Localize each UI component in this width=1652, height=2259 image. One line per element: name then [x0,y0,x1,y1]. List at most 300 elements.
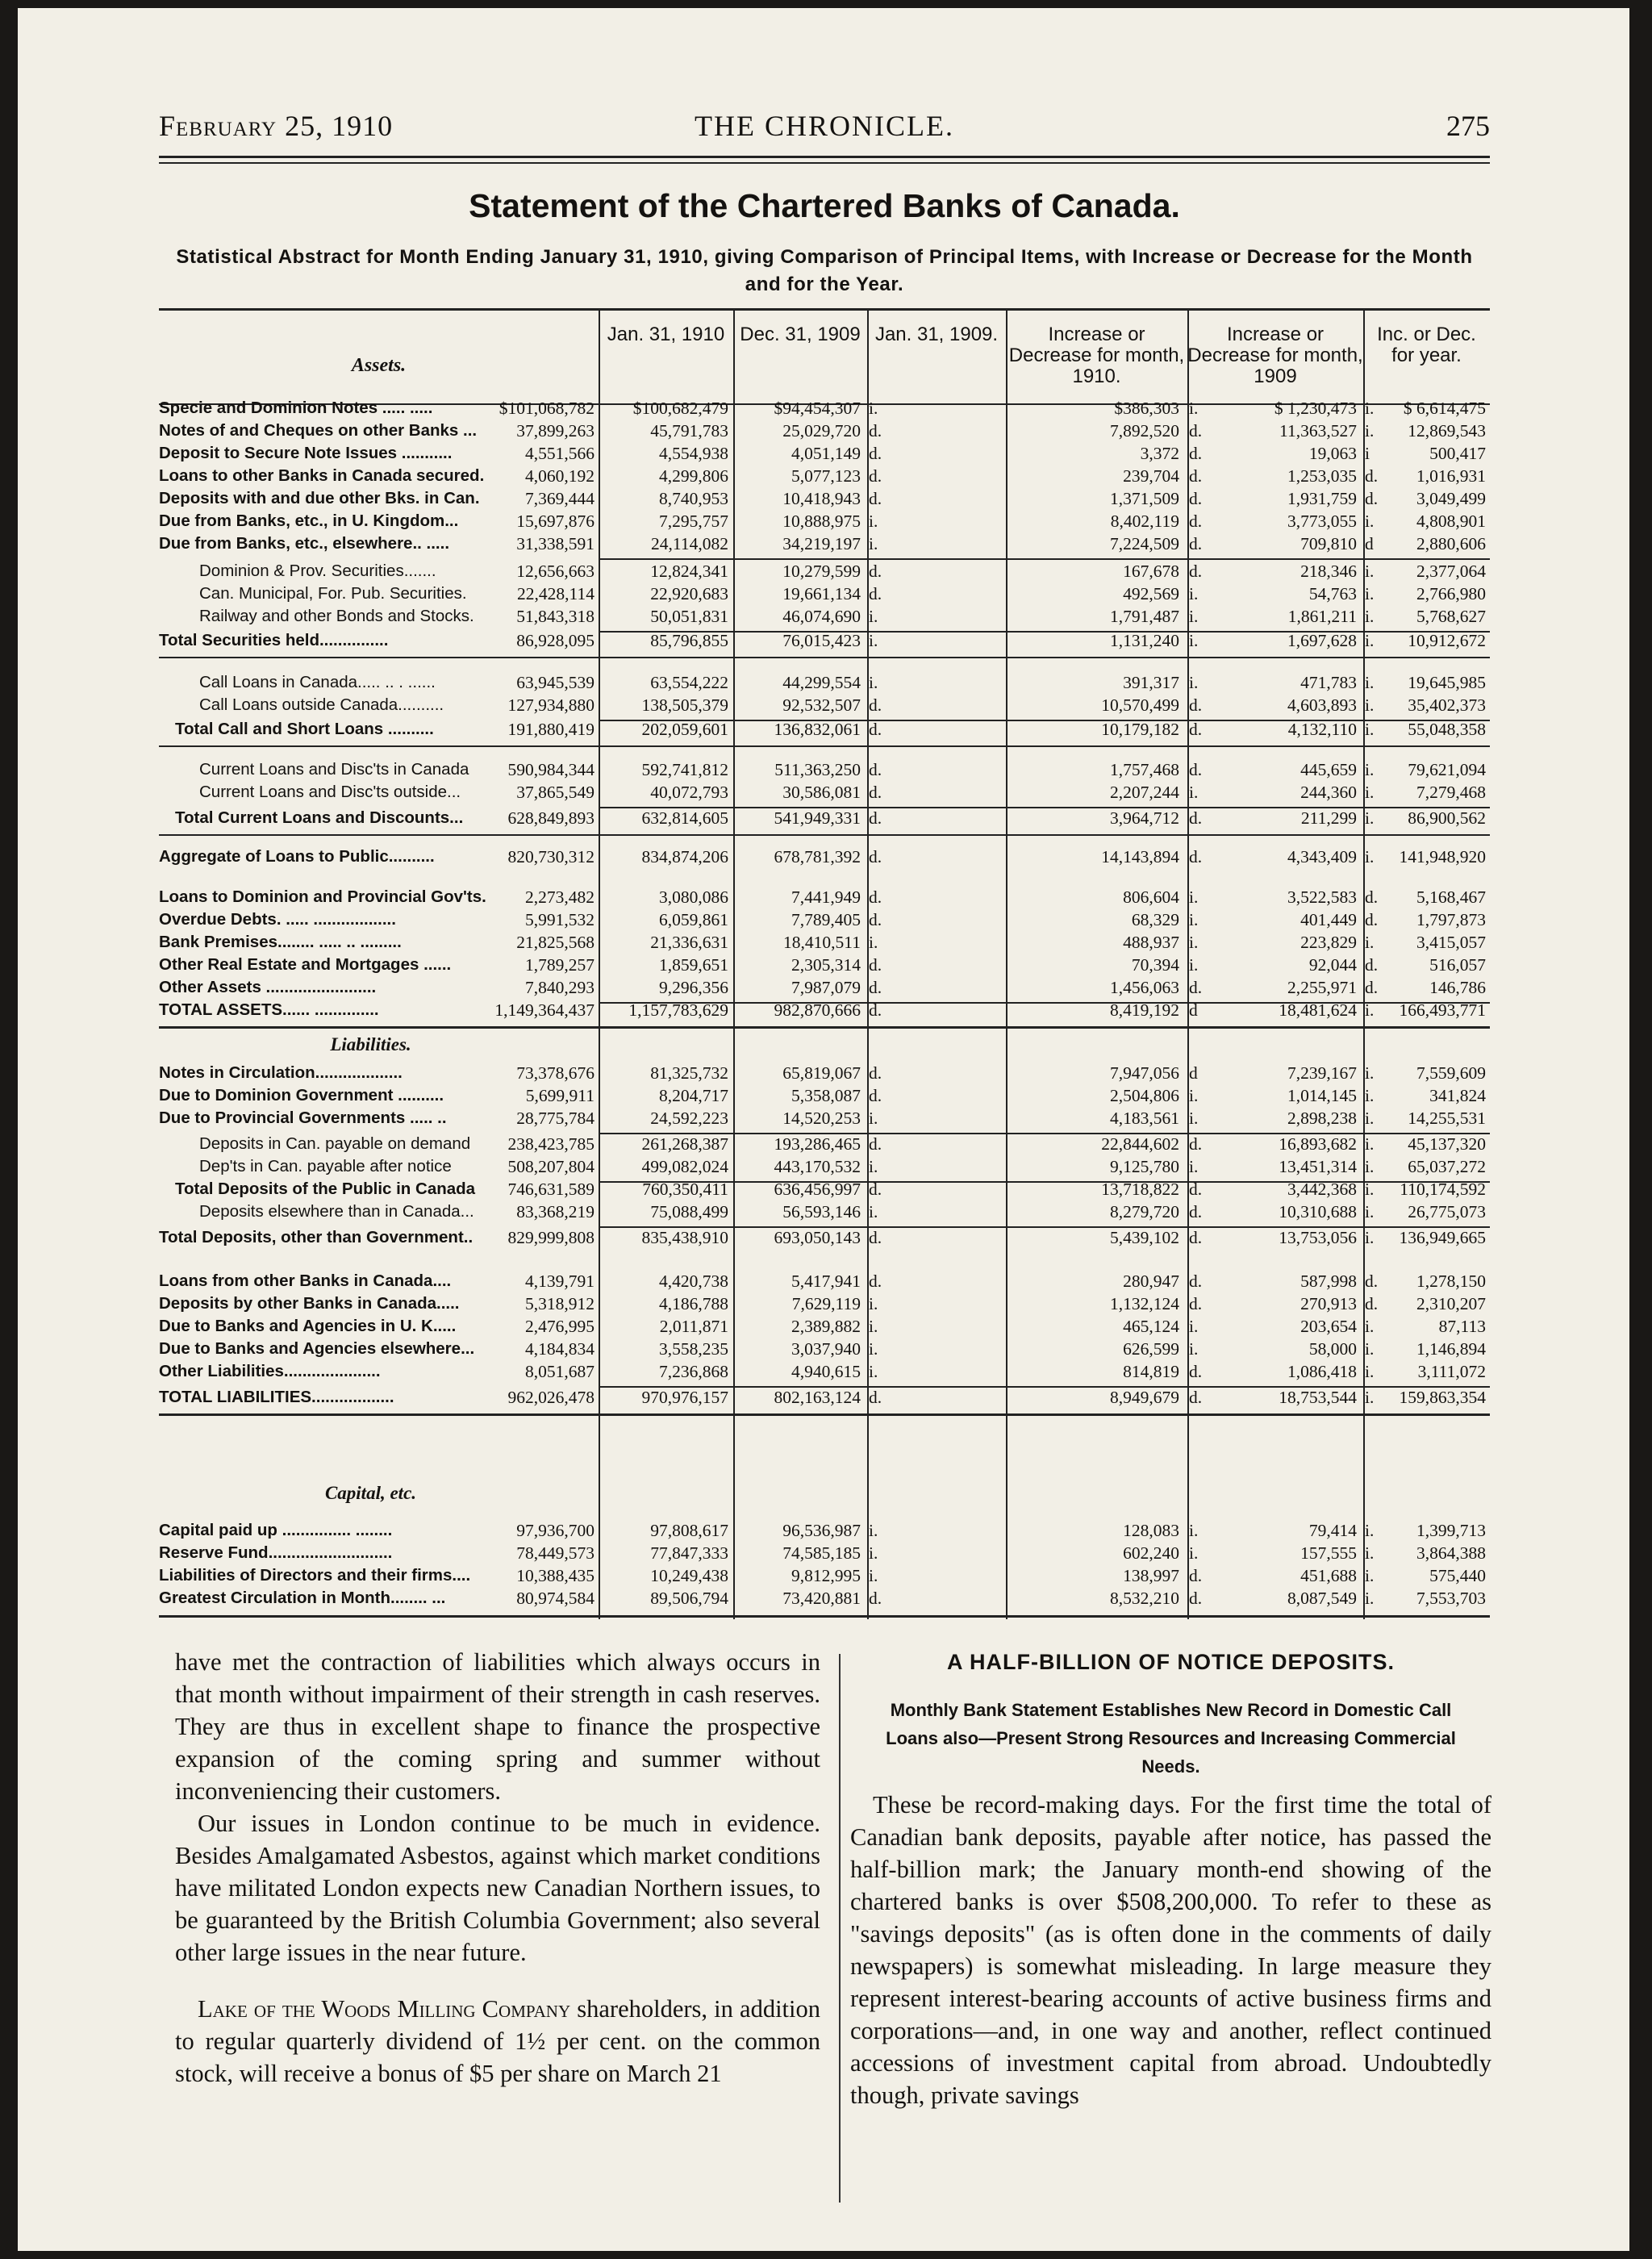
row-rule [159,1413,1490,1416]
indicator-month-1909: i. [1189,887,1199,907]
value-dec-1909: 8,204,717 [659,1086,728,1105]
value-dec-1909: 81,325,732 [650,1063,728,1083]
value-change-month-1910: 8,402,119 [1110,512,1179,531]
row-label: Total Deposits, other than Government.. [159,1228,473,1246]
value-dec-1909: 4,186,788 [659,1294,728,1313]
value-change-year: 2,377,064 [1416,562,1486,581]
row-label: Notes of and Cheques on other Banks ... [159,421,478,440]
value-dec-1909: 3,080,086 [659,887,728,907]
column-divider [839,1654,841,2203]
indicator-month-1910: d. [869,421,882,441]
value-change-month-1910: 2,504,806 [1110,1086,1179,1105]
indicator-year: i. [1365,673,1375,692]
article-paragraph: These be record-making days. For the first time the total of Canadian bank deposits, payable after notice, has passed the half-billion mark; the January month-end showing of the chartered banks is over $508,200,000. To refer to these as "savings deposits" (as is often done in the comments of daily newspapers) is somewhat misleading. In large measure they represent interest-bearing accounts of active business firms and corporations—and, in one way and another, reflect continued accessions of investment capital from abroad. Undoubtedly though, private savings [850,1791,1491,2109]
subtotal-rule [159,745,1490,747]
indicator-month-1910: d. [869,720,882,739]
value-change-month-1910: 488,937 [1123,933,1179,952]
value-jan-1909: 3,037,940 [791,1339,861,1359]
value-change-month-1910: 465,124 [1123,1317,1179,1336]
value-change-month-1909: 1,697,628 [1287,631,1357,650]
value-jan-1909: 34,219,197 [782,534,861,553]
value-change-month-1910: 239,704 [1123,466,1179,486]
value-dec-1909: 834,874,206 [641,847,728,866]
value-dec-1909: 40,072,793 [650,783,728,802]
value-jan-1910: 5,991,532 [525,910,594,929]
row-label: TOTAL ASSETS...... .............. [159,1000,379,1019]
value-dec-1909: 138,505,379 [641,695,728,715]
value-change-month-1909: 54,763 [1308,584,1357,603]
indicator-month-1909: d. [1189,562,1203,581]
value-change-month-1909: 244,360 [1300,783,1357,802]
value-jan-1910: 628,849,893 [507,808,594,828]
table-row [159,887,1490,910]
row-label: Can. Municipal, For. Pub. Securities. [199,584,467,603]
indicator-month-1909: i. [1189,584,1199,603]
value-change-month-1910: 280,947 [1123,1271,1179,1291]
value-dec-1909: 970,976,157 [641,1388,728,1407]
value-jan-1909: 96,536,987 [782,1521,861,1540]
value-change-month-1909: 4,603,893 [1287,695,1357,715]
value-dec-1909: 2,011,871 [659,1317,728,1336]
indicator-year: i. [1365,421,1375,441]
value-dec-1909: 7,295,757 [659,512,728,531]
value-change-month-1910: 7,224,509 [1110,534,1179,553]
statement-subtitle: Statistical Abstract for Month Ending January 31, 1910, giving Comparison of Principal Items, with Increase or Decrease for the Month and for the Year. [176,246,1473,295]
value-change-month-1909: 270,913 [1300,1294,1357,1313]
indicator-month-1909: d. [1189,978,1203,997]
value-jan-1909: 693,050,143 [774,1228,861,1247]
indicator-month-1909: i. [1189,673,1199,692]
table-row [159,399,1490,421]
table-top-rule [159,308,1490,311]
indicator-month-1910: i. [869,607,878,626]
row-label: Deposits elsewhere than in Canada... [199,1202,474,1221]
indicator-month-1910: i. [869,933,878,952]
publication-name: THE CHRONICLE. [695,110,954,142]
indicator-month-1909: d. [1189,847,1203,866]
value-change-month-1910: 5,439,102 [1110,1228,1179,1247]
table-row [159,1109,1490,1131]
value-jan-1909: 92,532,507 [782,695,861,715]
indicator-year: i. [1365,1521,1375,1540]
indicator-month-1910: d. [869,978,882,997]
indicator-month-1909: i. [1189,607,1199,626]
column-head-dec1909: Dec. 31, 1909 [740,324,861,345]
value-jan-1909: 5,358,087 [791,1086,861,1105]
column-head-label: Assets. [351,355,407,376]
value-change-month-1909: 19,063 [1308,444,1357,463]
value-dec-1909: 24,114,082 [651,534,728,553]
value-change-month-1909: 1,253,035 [1287,466,1357,486]
value-change-year: 1,146,894 [1416,1339,1486,1359]
value-jan-1909: 9,812,995 [791,1566,861,1585]
table-bottom-rule [159,1615,1490,1618]
value-dec-1909: $100,682,479 [632,399,728,418]
value-change-year: 2,766,980 [1416,584,1486,603]
indicator-year: i. [1365,1063,1375,1083]
value-jan-1910: 127,934,880 [507,695,594,715]
row-label: TOTAL LIABILITIES.................. [159,1388,394,1406]
value-change-year: 26,775,073 [1408,1202,1486,1221]
row-label: Due to Dominion Government .......... [159,1086,444,1104]
row-label: Deposit to Secure Note Issues ........... [159,444,453,462]
value-jan-1910: 7,840,293 [525,978,594,997]
value-change-month-1909: 211,299 [1300,808,1357,828]
value-change-year: 3,864,388 [1416,1543,1486,1563]
indicator-year: i. [1365,512,1375,531]
table-row [159,1388,1490,1410]
value-change-month-1909: 3,442,368 [1287,1180,1357,1199]
indicator-month-1910: d. [869,1000,882,1020]
value-jan-1910: 191,880,419 [507,720,594,739]
table-row [159,1086,1490,1109]
value-change-month-1909: 471,783 [1300,673,1357,692]
value-change-year: 3,111,072 [1417,1362,1486,1381]
value-jan-1909: 56,593,146 [782,1202,861,1221]
value-dec-1909: 592,741,812 [641,760,728,779]
value-jan-1910: 2,476,995 [525,1317,594,1336]
value-change-month-1910: 14,143,894 [1101,847,1179,866]
indicator-month-1909: i. [1189,1521,1199,1540]
value-change-year: 86,900,562 [1408,808,1486,828]
value-change-month-1909: 223,829 [1300,933,1357,952]
indicator-month-1910: d. [869,1271,882,1291]
value-jan-1910: 63,945,539 [516,673,594,692]
row-label: Railway and other Bonds and Stocks. [199,607,474,625]
value-jan-1909: 511,363,250 [774,760,861,779]
issue-date: February 25, 1910 [159,110,394,142]
table-row [159,607,1490,629]
indicator-month-1910: d. [869,562,882,581]
table-row [159,1157,1490,1180]
indicator-month-1910: i. [869,534,878,553]
table-row [159,534,1490,557]
indicator-month-1909: d. [1189,760,1203,779]
column-head-jan1910: Jan. 31, 1910 [607,324,725,345]
indicator-month-1909: i. [1189,910,1199,929]
value-jan-1909: 5,077,123 [791,466,861,486]
indicator-year: i. [1365,607,1375,626]
value-jan-1909: 7,441,949 [791,887,861,907]
row-label: Total Call and Short Loans .......... [175,720,434,738]
indicator-year: i. [1365,808,1375,828]
value-jan-1910: 78,449,573 [516,1543,594,1563]
value-jan-1910: $101,068,782 [499,399,594,418]
value-change-month-1910: 4,183,561 [1110,1109,1179,1128]
table-row [159,783,1490,805]
row-label: Overdue Debts. ..... .................. [159,910,396,929]
indicator-month-1909: i. [1189,1157,1199,1176]
indicator-year: i. [1365,399,1375,418]
article-right-column [850,1646,1491,2111]
indicator-month-1910: i. [869,673,878,692]
indicator-month-1909: d. [1189,1388,1203,1407]
table-row [159,1589,1490,1611]
value-change-year: 87,113 [1438,1317,1486,1336]
table-row [159,562,1490,584]
value-change-month-1909: 3,522,583 [1287,887,1357,907]
indicator-month-1909: d. [1189,421,1203,441]
value-change-month-1910: 814,819 [1123,1362,1179,1381]
value-change-month-1910: 1,371,509 [1110,489,1179,508]
value-dec-1909: 22,920,683 [650,584,728,603]
indicator-month-1909: d. [1189,1589,1203,1608]
indicator-year: i. [1365,695,1375,715]
indicator-month-1909: d. [1189,1180,1203,1199]
row-label: Loans from other Banks in Canada.... [159,1271,452,1290]
value-dec-1909: 6,059,861 [659,910,728,929]
indicator-year: i. [1365,933,1375,952]
value-change-month-1909: 92,044 [1308,955,1357,975]
value-change-month-1910: 22,844,602 [1101,1134,1179,1154]
value-jan-1910: 31,338,591 [516,534,594,553]
value-change-year: 5,768,627 [1416,607,1486,626]
indicator-month-1910: i. [869,1317,878,1336]
row-label: Deposits with and due other Bks. in Can. [159,489,480,507]
value-change-month-1910: 806,604 [1123,887,1179,907]
value-dec-1909: 21,336,631 [650,933,728,952]
indicator-month-1909: d. [1189,1294,1203,1313]
header-rule-thin [159,162,1490,164]
article-paragraph: have met the contraction of liabilities which always occurs in that month without impairment of their strength in cash reserves. They are thus in excellent shape to finance the prospective expansion of the coming spring and summer without inconveniencing their customers. [175,1648,820,1805]
indicator-year: d. [1365,978,1379,997]
row-label: Due to Banks and Agencies elsewhere... [159,1339,475,1358]
subtotal-rule [159,657,1490,658]
indicator-year: i. [1365,1228,1375,1247]
row-label: Due to Provincial Governments ..... .. [159,1109,447,1127]
value-change-year: 146,786 [1429,978,1486,997]
value-change-month-1910: 1,456,063 [1110,978,1179,997]
value-change-month-1909: 451,688 [1300,1566,1357,1585]
indicator-month-1910: d. [869,1388,882,1407]
row-label: Due from Banks, etc., in U. Kingdom... [159,512,459,530]
indicator-year: d. [1365,910,1379,929]
value-dec-1909: 4,554,938 [659,444,728,463]
row-label: Deposits in Can. payable on demand [199,1134,471,1153]
value-change-month-1909: 218,346 [1300,562,1357,581]
value-change-month-1910: $386,303 [1114,399,1179,418]
value-change-month-1909: 16,893,682 [1279,1134,1357,1154]
indicator-month-1910: i. [869,1294,878,1313]
value-jan-1910: 4,060,192 [525,466,594,486]
value-change-month-1910: 128,083 [1123,1521,1179,1540]
value-jan-1910: 37,865,549 [516,783,594,802]
value-jan-1909: 19,661,134 [782,584,861,603]
value-change-month-1910: 13,718,822 [1101,1180,1179,1199]
value-change-year: 159,863,354 [1399,1388,1486,1407]
table-row [159,760,1490,783]
table-row [159,1180,1490,1202]
indicator-month-1910: d. [869,1228,882,1247]
value-change-month-1910: 626,599 [1123,1339,1179,1359]
indicator-month-1910: i. [869,631,878,650]
value-dec-1909: 499,082,024 [641,1157,728,1176]
row-label: Bank Premises........ ..... .. ......... [159,933,402,951]
value-change-month-1910: 7,947,056 [1110,1063,1179,1083]
value-change-year: 1,016,931 [1416,466,1486,486]
indicator-year: i. [1365,760,1375,779]
value-change-month-1909: 401,449 [1300,910,1357,929]
table-row [159,466,1490,489]
value-jan-1910: 962,026,478 [507,1388,594,1407]
value-change-month-1910: 10,179,182 [1101,720,1179,739]
value-change-month-1910: 2,207,244 [1110,783,1179,802]
value-change-month-1909: 3,773,055 [1287,512,1357,531]
value-change-month-1909: 2,255,971 [1287,978,1357,997]
value-jan-1909: 2,305,314 [791,955,861,975]
section-head-liabilities: Liabilities. [330,1034,411,1054]
indicator-month-1909: d. [1189,1566,1203,1585]
indicator-year: i. [1365,783,1375,802]
value-dec-1909: 97,808,617 [650,1521,728,1540]
value-change-month-1910: 7,892,520 [1110,421,1179,441]
row-label: Capital paid up ............... ........ [159,1521,393,1539]
table-row [159,1271,1490,1294]
value-dec-1909: 1,157,783,629 [628,1000,728,1020]
row-label: Aggregate of Loans to Public.......... [159,847,435,866]
value-jan-1910: 22,428,114 [517,584,594,603]
value-change-year: 10,912,672 [1408,631,1486,650]
value-jan-1909: 636,456,997 [774,1180,861,1199]
table-row [159,978,1490,1000]
indicator-month-1909: d. [1189,444,1203,463]
value-dec-1909: 4,299,806 [659,466,728,486]
value-change-month-1910: 167,678 [1123,562,1179,581]
value-jan-1910: 829,999,808 [507,1228,594,1247]
value-change-year: 7,559,609 [1416,1063,1486,1083]
indicator-month-1910: i. [869,1157,878,1176]
table-row [159,1362,1490,1384]
value-change-month-1910: 1,757,468 [1110,760,1179,779]
indicator-month-1910: d. [869,808,882,828]
value-change-year: 1,797,873 [1416,910,1486,929]
indicator-year: i. [1365,584,1375,603]
value-jan-1910: 83,368,219 [516,1202,594,1221]
article-paragraph [175,1993,820,2090]
indicator-month-1910: d. [869,760,882,779]
value-change-year: 136,949,665 [1399,1228,1486,1247]
value-jan-1909: 44,299,554 [782,673,861,692]
value-jan-1909: 76,015,423 [782,631,861,650]
indicator-month-1909: d. [1189,695,1203,715]
value-change-year: 7,553,703 [1416,1589,1486,1608]
indicator-month-1910: d. [869,1063,882,1083]
article-text: shareholders, in addition to regular quarterly dividend of 1½ per cent. on the common stock, will receive a bonus of $5 per share on March 21 [175,1995,821,2087]
value-change-month-1910: 492,569 [1123,584,1179,603]
value-change-month-1910: 602,240 [1123,1543,1179,1563]
indicator-month-1910: d. [869,783,882,802]
article-paragraph: Our issues in London continue to be much in evidence. Besides Amalgamated Asbestos, against which market conditions have militated London expects new Canadian Northern issues, to be guaranteed by the British Columbia Government; also several other large issues in the near future. [175,1810,820,1966]
indicator-year: i. [1365,1000,1375,1020]
value-jan-1909: 30,586,081 [782,783,861,802]
table-row [159,1000,1490,1023]
indicator-month-1909: d [1189,1000,1198,1020]
indicator-month-1909: d. [1189,466,1203,486]
indicator-month-1910: d. [869,695,882,715]
row-label: Due from Banks, etc., elsewhere.. ..... [159,534,450,553]
indicator-month-1909: i. [1189,1317,1199,1336]
value-change-month-1909: 7,239,167 [1287,1063,1357,1083]
value-jan-1909: 678,781,392 [774,847,861,866]
value-change-year: 3,415,057 [1416,933,1486,952]
value-dec-1909: 63,554,222 [650,673,728,692]
value-change-year: $ 6,614,475 [1403,399,1486,418]
value-jan-1909: 4,940,615 [791,1362,861,1381]
value-change-year: 5,168,467 [1416,887,1486,907]
row-label: Call Loans outside Canada.......... [199,695,444,714]
value-jan-1909: 7,629,119 [791,1294,861,1313]
table-row [159,933,1490,955]
value-jan-1909: 802,163,124 [774,1388,861,1407]
row-label: Total Deposits of the Public in Canada [175,1180,476,1198]
value-jan-1910: 4,551,566 [525,444,594,463]
value-change-month-1909: 18,753,544 [1279,1388,1357,1407]
statement-title: Statement of the Chartered Banks of Canada. [469,187,1180,224]
table-row [159,584,1490,607]
value-jan-1909: 14,520,253 [782,1109,861,1128]
table-row [159,1202,1490,1225]
indicator-month-1909: d. [1189,1362,1203,1381]
value-dec-1909: 9,296,356 [659,978,728,997]
value-dec-1909: 4,420,738 [659,1271,728,1291]
row-label: Specie and Dominion Notes ..... ..... [159,399,433,417]
value-jan-1910: 10,388,435 [516,1566,594,1585]
value-jan-1910: 97,936,700 [516,1521,594,1540]
indicator-month-1910: i. [869,1109,878,1128]
newspaper-page [18,8,1629,2251]
indicator-month-1910: d. [869,584,882,603]
indicator-year: i. [1365,1109,1375,1128]
table-row [159,1543,1490,1566]
value-change-year: 79,621,094 [1408,760,1486,779]
value-dec-1909: 760,350,411 [642,1180,728,1199]
indicator-month-1909: d. [1189,1134,1203,1154]
value-change-year: 141,948,920 [1399,847,1486,866]
value-jan-1909: 5,417,941 [791,1271,861,1291]
value-change-year: 1,278,150 [1416,1271,1486,1291]
indicator-month-1909: d. [1189,720,1203,739]
value-change-year: 516,057 [1429,955,1486,975]
table-row [159,1317,1490,1339]
value-change-year: 45,137,320 [1408,1134,1486,1154]
indicator-month-1910: i. [869,1362,878,1381]
indicator-year: d. [1365,887,1379,907]
company-name: Lake of the Woods Milling Company [198,1995,571,2023]
indicator-year: i. [1365,1388,1375,1407]
indicator-month-1910: i. [869,1566,878,1585]
value-change-month-1910: 70,394 [1131,955,1179,975]
value-jan-1909: $94,454,307 [774,399,861,418]
indicator-year: i. [1365,1202,1375,1221]
value-jan-1909: 2,389,882 [791,1317,861,1336]
indicator-year: i. [1365,847,1375,866]
value-jan-1909: 18,410,511 [783,933,861,952]
value-jan-1909: 25,029,720 [782,421,861,441]
indicator-year: d. [1365,1294,1379,1313]
value-dec-1909: 45,791,783 [650,421,728,441]
indicator-month-1909: d. [1189,534,1203,553]
value-change-month-1909: 587,998 [1300,1271,1357,1291]
indicator-year: i. [1365,1362,1375,1381]
table-row [159,512,1490,534]
value-change-month-1910: 68,329 [1131,910,1179,929]
value-jan-1910: 12,656,663 [516,562,594,581]
indicator-month-1910: d. [869,847,882,866]
row-label: Deposits by other Banks in Canada..... [159,1294,460,1313]
table-row [159,1228,1490,1251]
indicator-month-1909: d. [1189,1202,1203,1221]
value-dec-1909: 1,859,651 [659,955,728,975]
